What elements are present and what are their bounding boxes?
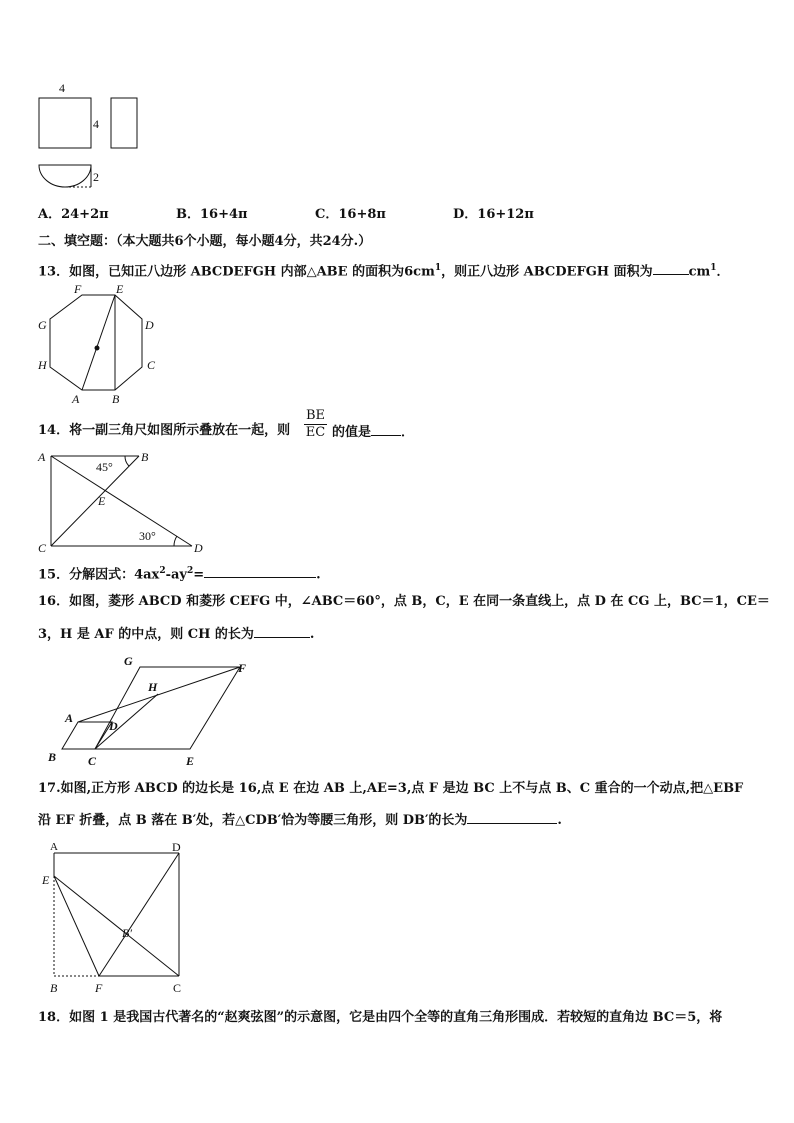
q13-sup1: 1 (434, 263, 442, 273)
q12-option-a: A．24+2π (38, 207, 109, 222)
q14-label-d: D (194, 541, 203, 555)
q13-question: 13．如图，已知正八边形 ABCDEFGH 内部△ABE 的面积为$6cm^1$，则正八边形 ABCDEFGH 面积为 $cm^1$． (38, 263, 730, 280)
q12-dim-height: 2 (93, 170, 99, 184)
q14-question-start: 14．将一副三角尺如图所示叠放在一起，则 (38, 423, 291, 438)
q13-label-f: F (74, 282, 82, 296)
q15-text-before: 15．分解因式：4ax (38, 567, 160, 583)
q15-text-end: . (316, 567, 321, 583)
q16-segment-af (78, 667, 240, 722)
q16-line1: 16．如图，菱形 ABCD 和菱形 CEFG 中，∠ABC＝60°，点 B，C，E 在同一条直线上，点 D 在 CG 上，BC＝1，CE＝ (38, 594, 770, 609)
q17-segment-ec (54, 876, 179, 976)
q17-label-e: E (42, 873, 50, 887)
q17-line2 (38, 810, 562, 830)
q16-label-c: C (88, 754, 97, 768)
q12-three-view-figure (30, 78, 150, 193)
q16-rhombus-cefg (95, 667, 240, 749)
q13-label-a: A (72, 392, 80, 406)
q16-line2 (38, 624, 314, 644)
q14-fraction (304, 408, 327, 441)
q16-label-a: A (65, 711, 74, 725)
q17-label-bprime: B′ (122, 926, 132, 940)
q15-question (38, 562, 321, 584)
q12-top-view-semicircle (39, 165, 91, 187)
q14-fraction-denominator: EC (305, 425, 326, 440)
q13-text-mid: ，则正八边形 ABCDEFGH 面积为 (441, 264, 653, 280)
q13-label-d: D (145, 318, 154, 332)
q14-fraction-numerator: BE (306, 408, 326, 423)
q16-rhombus-abcd (62, 722, 112, 749)
q13-text-before: 13．如图，已知正八边形 ABCDEFGH 内部△ABE 的面积为6cm (38, 264, 435, 280)
q17-label-c: C (173, 981, 182, 995)
q14-text-after: 的值是 (332, 425, 372, 440)
q15-text-mid: -ay (165, 567, 187, 583)
q13-segment-ae (82, 295, 115, 390)
q17-label-a: A (50, 841, 58, 853)
q13-label-g: G (38, 318, 47, 332)
q14-label-a: A (38, 450, 46, 464)
q12-side-view-rect (111, 98, 137, 148)
q17-line1: 17.如图,正方形 ABCD 的边长是 16,点 E 在边 AB 上,AE=3,点 F 是边 BC 上不与点 B、C 重合的一个动点,把△EBF (38, 781, 744, 796)
q16-label-h: H (148, 680, 158, 694)
q17-segment-fd (99, 853, 179, 976)
q15-sup1: 2 (159, 566, 166, 576)
q13-answer-blank[interactable] (653, 261, 689, 275)
q17-text-end: . (557, 813, 562, 828)
q13-label-b: B (112, 392, 120, 406)
q12-option-c: C．16+8π (315, 207, 386, 222)
q13-label-h: H (38, 358, 47, 372)
q14-label-e: E (98, 494, 106, 508)
q14-question-end (332, 422, 414, 442)
q13-octagon (50, 295, 142, 390)
q17-answer-blank[interactable] (467, 810, 557, 824)
q17-label-f: F (95, 981, 103, 995)
q17-segment-ef (54, 876, 99, 976)
q16-label-g: G (124, 654, 133, 668)
q13-center-dot (95, 346, 100, 351)
q13-sup2: 1 (710, 263, 717, 273)
q16-label-f: F (238, 661, 247, 675)
q17-label-b: B (50, 981, 58, 995)
q16-answer-blank[interactable] (254, 624, 310, 638)
q13-label-e: E (116, 282, 124, 296)
q18-question: 18．如图 1 是我国古代著名的“赵爽弦图”的示意图，它是由四个全等的直角三角形围成．若较短的直角边 BC＝5，将 (38, 1010, 723, 1025)
q14-angle-30: 30° (139, 529, 156, 543)
q13-label-c: C (147, 358, 156, 372)
q16-rhombus-figure (40, 652, 270, 770)
q16-text-end: . (309, 627, 315, 642)
q17-text-before: 沿 EF 折叠，点 B 落在 B′处，若△CDB′恰为等腰三角形，则 DB′的长为 (38, 813, 468, 828)
q14-angle-30-arc (174, 536, 177, 546)
q13-octagon-figure (30, 282, 170, 407)
q13-text-end: cm (688, 264, 711, 280)
section2-heading: 二、填空题：（本大题共6个小题，每小题4分，共24分.） (38, 234, 372, 249)
q14-label-c: C (38, 541, 47, 555)
q15-answer-blank[interactable] (204, 564, 316, 578)
q15-text-after: = (193, 567, 205, 583)
q14-angle-45-arc (125, 456, 129, 466)
q16-label-b: B (48, 750, 57, 764)
q14-angle-45: 45° (96, 460, 113, 474)
q17-square-figure (36, 840, 196, 1000)
q16-label-d: D (109, 719, 118, 733)
q14-side-bc (51, 456, 139, 546)
q16-text-before: 3，H 是 AF 的中点，则 CH 的长为 (38, 627, 254, 642)
q14-label-b: B (141, 450, 149, 464)
q15-sup2: 2 (186, 566, 194, 576)
q14-answer-blank[interactable] (371, 422, 401, 436)
q14-side-ad (51, 456, 192, 546)
q14-triangles-figure (30, 446, 220, 556)
q12-dim-top: 4 (59, 81, 65, 95)
q14-text-end: ． (401, 425, 415, 440)
q12-front-view-square (39, 98, 91, 148)
q16-label-e: E (186, 754, 195, 768)
q12-option-d: D．16+12π (453, 207, 534, 222)
q12-option-b: B．16+4π (176, 207, 248, 222)
q12-dim-side: 4 (93, 117, 99, 131)
q17-label-d: D (172, 840, 181, 854)
